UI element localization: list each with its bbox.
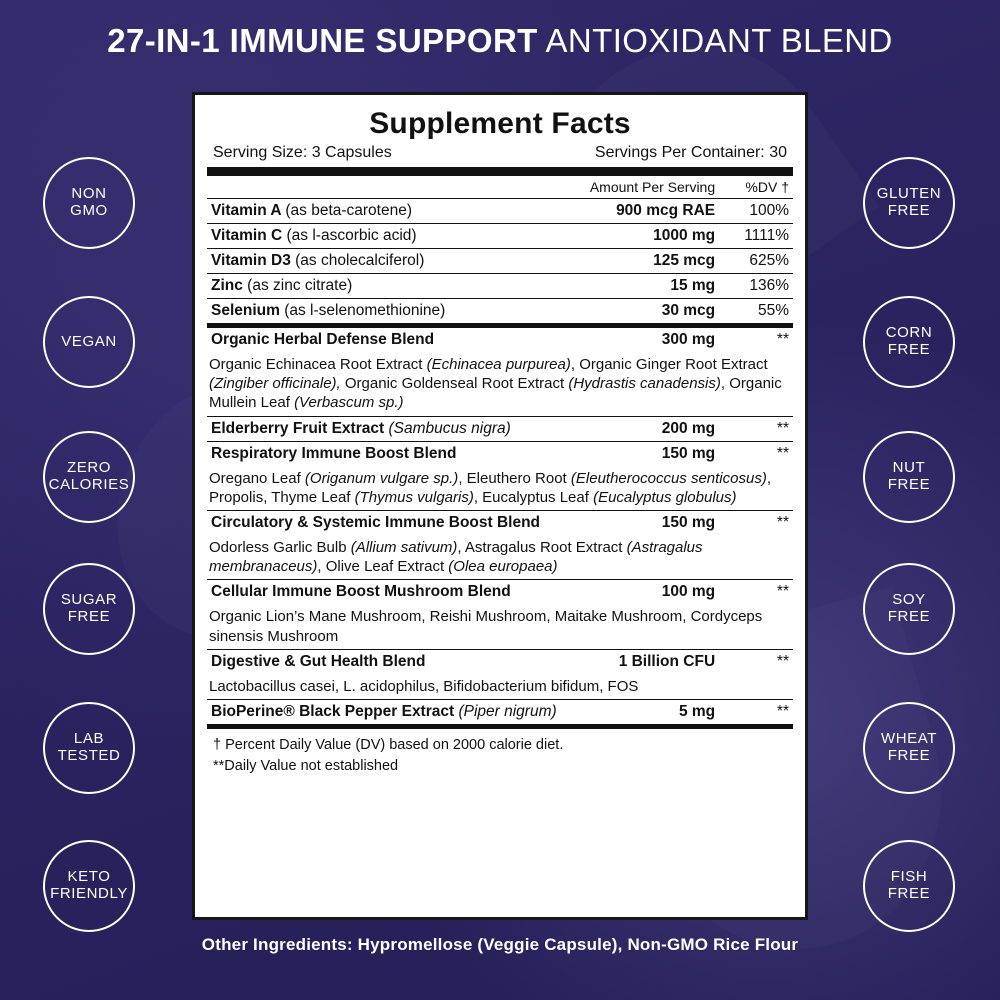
- table-row: [207, 299, 793, 326]
- badge-line-2: TESTED: [57, 747, 121, 764]
- badge-line-1: SOY: [892, 591, 926, 609]
- blend-row: [207, 326, 793, 353]
- badge-line-2: FREE: [887, 476, 931, 493]
- footnotes: [207, 729, 793, 777]
- badge-line-2: FREE: [887, 202, 931, 219]
- table-row: [207, 274, 793, 299]
- badge-line-2: FREE: [887, 608, 931, 625]
- badge-line-1: CORN: [885, 324, 933, 342]
- blend-ingredients: Organic Echinacea Root Extract (Echinacea purpurea), Organic Ginger Root Extract (Zingiber officinale), Organic Goldenseal Root Extract (Hydrastis canadensis), Organic Mullein Leaf (Verbascum sp.): [207, 352, 793, 416]
- badge-line-2: FREE: [887, 885, 931, 902]
- nutrient-name: [207, 299, 588, 326]
- nutrient-dv: 1111%: [723, 224, 793, 249]
- badge-nut-free: [863, 431, 955, 523]
- badge-line-2: CALORIES: [48, 476, 130, 493]
- badge-line-1: VEGAN: [61, 332, 117, 350]
- blend-ingredients-row: [207, 604, 793, 649]
- supplement-facts-title: Supplement Facts: [369, 107, 631, 140]
- blend-row: [207, 510, 793, 535]
- nutrient-amount: 1000 mg: [588, 224, 723, 249]
- badge-vegan: [43, 296, 135, 388]
- header-amount: Amount Per Serving: [588, 176, 723, 199]
- rule-thick: [207, 167, 793, 176]
- badge-line-2: FREE: [887, 341, 931, 358]
- nutrient-amount: 125 mcg: [588, 249, 723, 274]
- table-row: [207, 199, 793, 224]
- blend-label: BioPerine® Black Pepper Extract: [211, 702, 459, 720]
- nutrient-label: Zinc: [211, 277, 248, 294]
- badge-line-2: GMO: [70, 202, 108, 219]
- badge-lab-tested: [43, 702, 135, 794]
- nutrient-label: Vitamin C: [211, 227, 287, 244]
- badge-line-1: WHEAT: [880, 730, 938, 748]
- badge-non-gmo: [43, 157, 135, 249]
- badge-wheat-free: [863, 702, 955, 794]
- badge-gluten-free: [863, 157, 955, 249]
- blend-dv: **: [776, 331, 789, 348]
- nutrient-label: Vitamin D3: [211, 252, 296, 269]
- badge-line-1: FISH: [890, 868, 928, 886]
- nutrient-source: (as zinc citrate): [247, 277, 353, 294]
- table-header-row: [207, 176, 793, 199]
- blend-name: Circulatory & Systemic Immune Boost Blend: [211, 513, 541, 531]
- badge-line-1: NUT: [892, 459, 926, 477]
- blend-amount: 300 mg: [661, 331, 716, 348]
- nutrient-dv: 625%: [723, 249, 793, 274]
- servings-per-container: Servings Per Container: 30: [594, 144, 787, 161]
- badge-corn-free: [863, 296, 955, 388]
- page-title-strong: 27-IN-1 IMMUNE SUPPORT: [107, 22, 538, 59]
- badge-keto-friendly: [43, 840, 135, 932]
- blend-row: [207, 416, 793, 441]
- blend-latin-name: (Piper nigrum): [458, 702, 557, 720]
- badge-line-2: FREE: [67, 608, 111, 625]
- blend-ingredients: Organic Lion’s Mane Mushroom, Reishi Mushroom, Maitake Mushroom, Cordyceps sinensis Mushroom: [207, 604, 793, 649]
- blend-name: Respiratory Immune Boost Blend: [211, 444, 457, 462]
- other-ingredients: Other Ingredients: Hypromellose (Veggie Capsule), Non-GMO Rice Flour: [201, 935, 799, 954]
- blend-name: Digestive & Gut Health Blend: [211, 652, 426, 670]
- table-row: [207, 249, 793, 274]
- blend-latin-name: (Sambucus nigra): [388, 419, 511, 437]
- blend-row: [207, 699, 793, 726]
- nutrient-dv: 100%: [723, 199, 793, 224]
- header-blank: [207, 176, 588, 199]
- blend-ingredients-row: [207, 535, 793, 580]
- badge-sugar-free: [43, 563, 135, 655]
- blend-label: Elderberry Fruit Extract: [211, 419, 389, 437]
- blend-amount: 1 Billion CFU: [618, 652, 716, 670]
- blend-row: [207, 649, 793, 674]
- blend-ingredients-row: [207, 674, 793, 700]
- page-title: [0, 22, 1000, 60]
- blend-amount: 150 mg: [661, 513, 716, 531]
- blend-ingredients: Odorless Garlic Bulb (Allium sativum), Astragalus Root Extract (Astragalus membranaceus), Olive Leaf Extract (Olea europaea): [207, 535, 793, 580]
- badge-line-1: LAB: [73, 730, 105, 748]
- badge-zero-calories: [43, 431, 135, 523]
- footnote-daily-value: † Percent Daily Value (DV) based on 2000 calorie diet.: [213, 736, 564, 753]
- nutrient-dv: 136%: [723, 274, 793, 299]
- blend-row: [207, 580, 793, 605]
- blend-ingredients: Lactobacillus casei, L. acidophilus, Bifidobacterium bifidum, FOS: [207, 674, 793, 700]
- blend-dv: **: [776, 652, 789, 670]
- serving-size: Serving Size: 3 Capsules: [213, 144, 392, 161]
- badge-line-1: ZERO: [66, 459, 112, 477]
- blend-amount: 150 mg: [661, 444, 716, 462]
- nutrition-table: [207, 176, 793, 729]
- nutrient-source: (as beta-carotene): [285, 202, 413, 219]
- blend-amount: 200 mg: [588, 416, 723, 441]
- badge-line-1: NON: [71, 185, 107, 203]
- badge-line-2: FRIENDLY: [50, 885, 128, 902]
- nutrient-label: Vitamin A: [211, 202, 286, 219]
- badge-line-2: FREE: [887, 747, 931, 764]
- page-title-light: ANTIOXIDANT BLEND: [545, 22, 893, 59]
- blend-amount: 5 mg: [588, 699, 723, 726]
- badge-fish-free: [863, 840, 955, 932]
- blend-ingredients: Oregano Leaf (Origanum vulgare sp.), Eleuthero Root (Eleutherococcus senticosus), Propolis, Thyme Leaf (Thymus vulgaris), Eucalyptus Leaf (Eucalyptus globulus): [207, 466, 793, 511]
- nutrient-source: (as l-selenomethionine): [284, 302, 446, 319]
- nutrient-name: [207, 249, 588, 274]
- nutrient-dv: 55%: [723, 299, 793, 326]
- nutrient-name: [207, 199, 588, 224]
- blend-amount: 100 mg: [661, 583, 716, 601]
- blend-name: Organic Herbal Defense Blend: [211, 331, 435, 348]
- supplement-facts-panel: [192, 92, 808, 920]
- blend-name: [207, 416, 588, 441]
- nutrient-name: [207, 274, 588, 299]
- blend-dv: **: [776, 583, 789, 601]
- nutrient-source: (as cholecalciferol): [295, 252, 425, 269]
- nutrient-source: (as l-ascorbic acid): [286, 227, 417, 244]
- blend-row: [207, 441, 793, 466]
- badge-line-1: KETO: [67, 868, 111, 886]
- blend-dv: **: [776, 513, 789, 531]
- blend-ingredients-row: [207, 466, 793, 511]
- nutrient-amount: 900 mcg RAE: [588, 199, 723, 224]
- table-row: [207, 224, 793, 249]
- blend-dv: **: [723, 699, 793, 726]
- blend-name: Cellular Immune Boost Mushroom Blend: [211, 583, 511, 601]
- serving-info: [207, 144, 793, 165]
- nutrient-amount: 15 mg: [588, 274, 723, 299]
- header-dv: %DV †: [723, 176, 793, 199]
- blend-name: [207, 699, 588, 726]
- footnote-not-established: **Daily Value not established: [213, 757, 399, 774]
- badge-line-1: SUGAR: [60, 591, 118, 609]
- nutrient-amount: 30 mcg: [588, 299, 723, 326]
- nutrient-label: Selenium: [211, 302, 285, 319]
- blend-ingredients-row: [207, 352, 793, 416]
- badge-soy-free: [863, 563, 955, 655]
- blend-dv: **: [776, 444, 789, 462]
- badge-line-1: GLUTEN: [876, 185, 942, 203]
- blend-dv: **: [723, 416, 793, 441]
- nutrient-name: [207, 224, 588, 249]
